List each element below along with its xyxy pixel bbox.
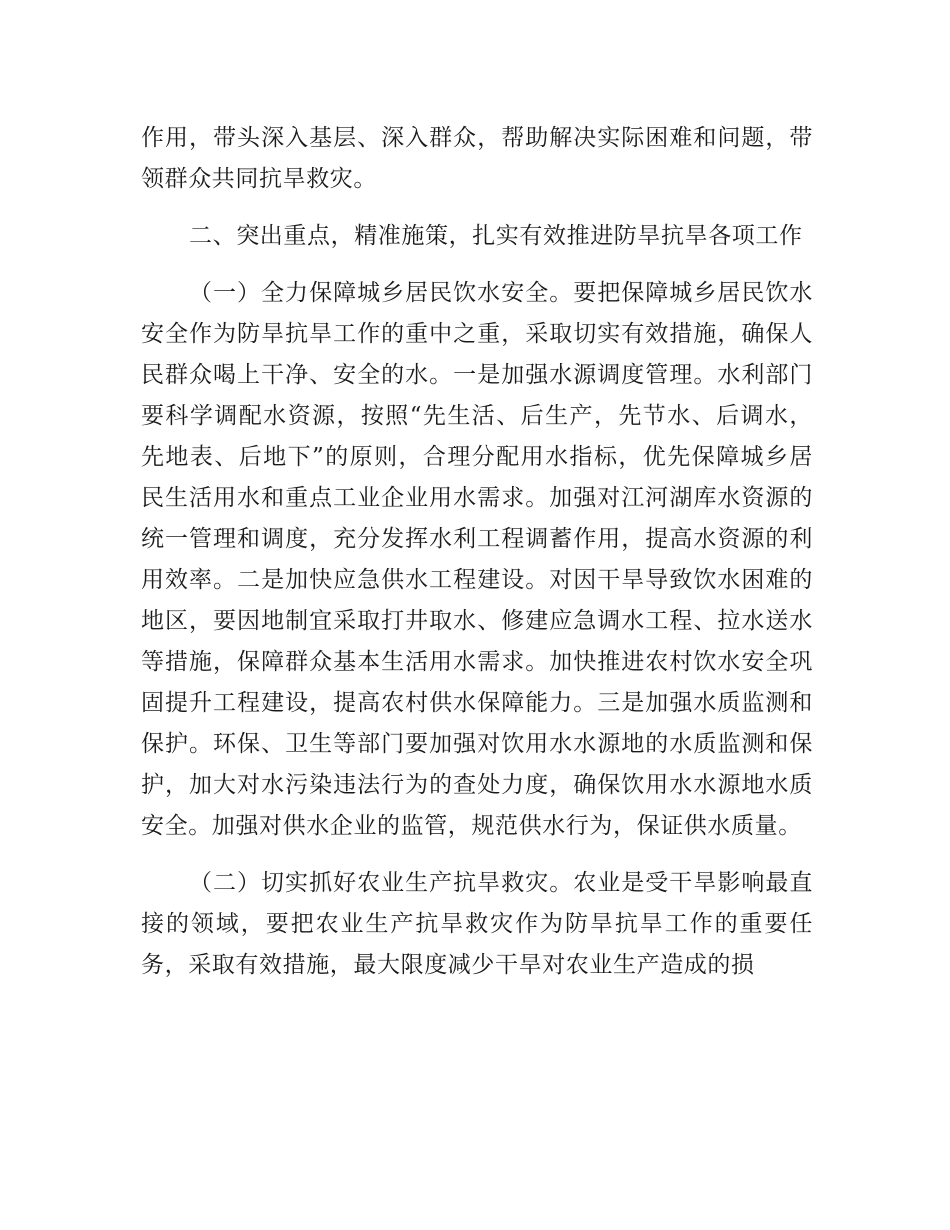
paragraph-agricultural-drought-relief: （二）切实抓好农业生产抗旱救灾。农业是受干旱影响最直接的领域，要把农业生产抗旱救灾作为防旱抗旱工作的重要任务，采取有效措施，最大限度减少干旱对农业生产造成的损 (141, 870, 813, 978)
paragraph-drinking-water-safety: （一）全力保障城乡居民饮水安全。要把保障城乡居民饮水安全作为防旱抗旱工作的重中之重，采取切实有效措施，确保人民群众喝上干净、安全的水。一是加强水源调度管理。水利部门要科学调配水资源，按照“先生活、后生产，先节水、后调水，先地表、后地下”的原则，合理分配用水指标，优先保障城乡居民生活用水和重点工业企业用水需求。加强对江河湖库水资源的统一管理和调度，充分发挥水利工程调蓄作用，提高水资源的利用效率。二是加快应急供水工程建设。对因干旱导致饮水困难的地区，要因地制宜采取打井取水、修建应急调水工程、拉水送水等措施，保障群众基本生活用水需求。加快推进农村饮水安全巩固提升工程建设，提高农村供水保障能力。三是加强水质监测和保护。环保、卫生等部门要加强对饮用水水源地的水质监测和保护，加大对水污染违法行为的查处力度，确保饮用水水源地水质安全。加强对供水企业的监管，规范供水行为，保证供水质量。 (141, 280, 813, 839)
section-heading: 二、突出重点，精准施策，扎实有效推进防旱抗旱各项工作 (189, 223, 803, 249)
document-body (141, 118, 813, 986)
paragraph-continuation: 作用，带头深入基层、深入群众，帮助解决实际困难和问题，带领群众共同抗旱救灾。 (141, 125, 813, 192)
